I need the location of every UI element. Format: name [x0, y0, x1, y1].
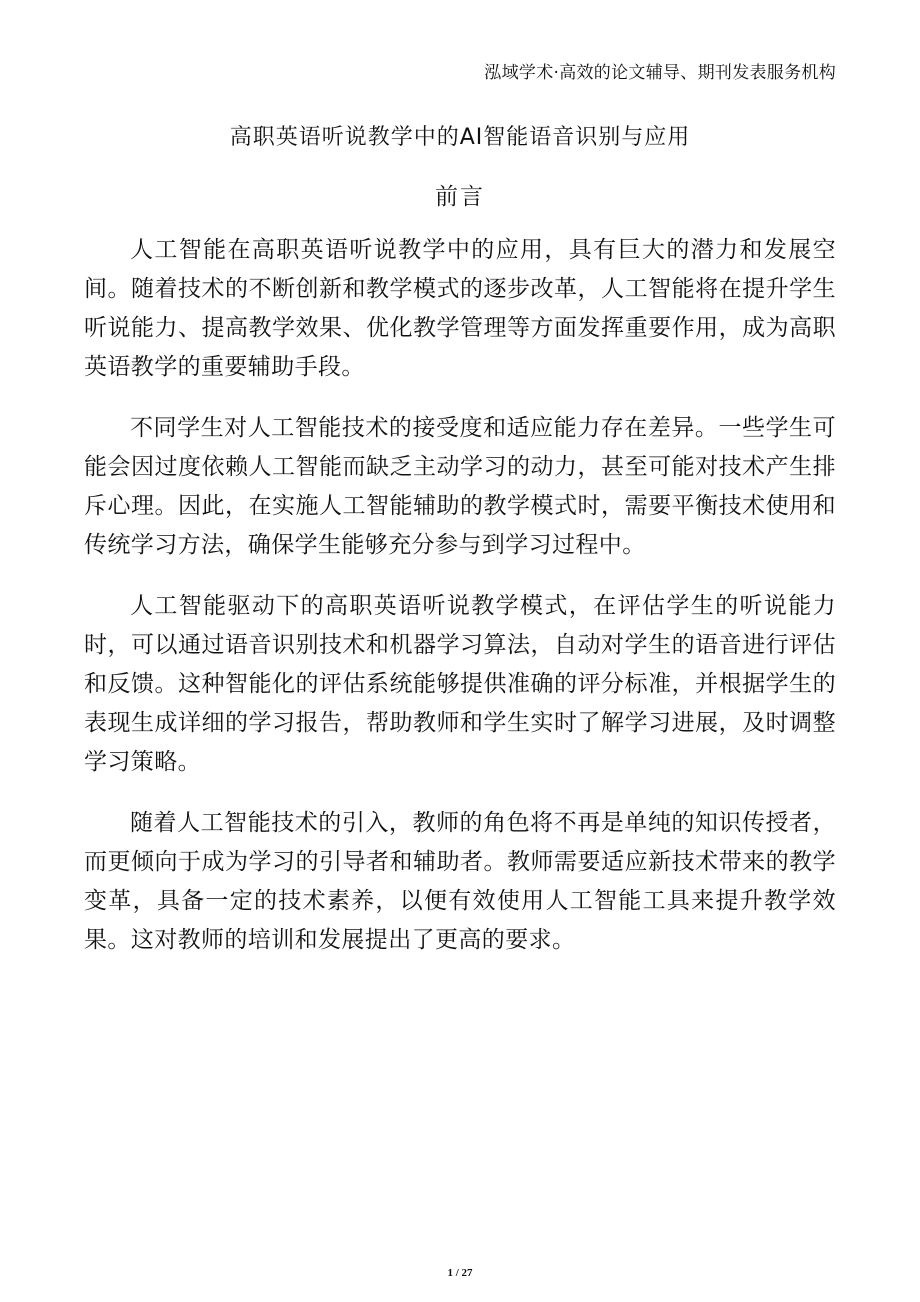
body-text — [84, 231, 836, 982]
paragraph: 人工智能在高职英语听说教学中的应用，具有巨大的潜力和发展空间。随着技术的不断创新和教学模式的逐步改革，人工智能将在提升学生听说能力、提高教学效果、优化教学管理等方面发挥重要作用，成为高职英语教学的重要辅助手段。 — [84, 237, 836, 380]
section-heading: 前言 — [435, 184, 485, 210]
paragraph: 随着人工智能技术的引入，教师的角色将不再是单纯的知识传授者，而更倾向于成为学习的引导者和辅助者。教师需要适应新技术带来的教学变革，具备一定的技术素养，以便有效使用人工智能工具来提升教学效果。这对教师的培训和发展提出了更高的要求。 — [84, 810, 836, 953]
paragraph: 不同学生对人工智能技术的接受度和适应能力存在差异。一些学生可能会因过度依赖人工智能而缺乏主动学习的动力，甚至可能对技术产生排斥心理。因此，在实施人工智能辅助的教学模式时，需要平衡技术使用和传统学习方法，确保学生能够充分参与到学习过程中。 — [84, 415, 836, 558]
paragraph: 人工智能驱动下的高职英语听说教学模式，在评估学生的听说能力时，可以通过语音识别技术和机器学习算法，自动对学生的语音进行评估和反馈。这种智能化的评估系统能够提供准确的评分标准，并根据学生的表现生成详细的学习报告，帮助教师和学生实时了解学习进展，及时调整学习策略。 — [84, 593, 836, 775]
document-title: 高职英语听说教学中的AI智能语音识别与应用 — [229, 125, 691, 150]
page-header: 泓域学术·高效的论文辅导、期刊发表服务机构 — [484, 63, 836, 83]
page-number: 1 / 27 — [447, 1267, 473, 1279]
